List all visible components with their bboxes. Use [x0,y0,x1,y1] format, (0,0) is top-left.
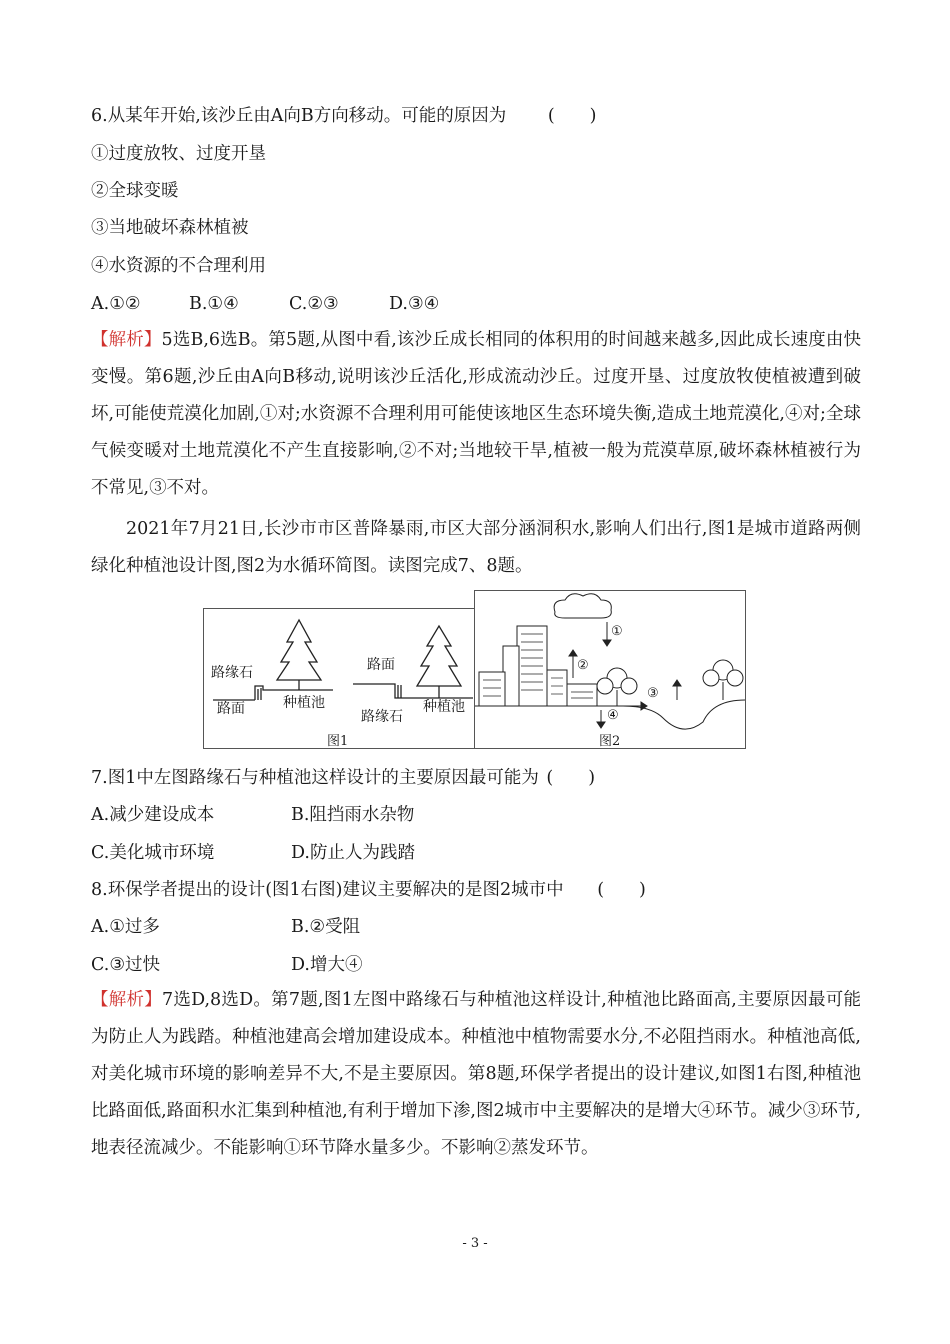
fig1-left-road-label: 路面 [217,701,245,717]
fig1-right-curb-label: 路缘石 [361,709,403,725]
figure-1-2 [203,590,747,750]
q7-stem-line [91,766,595,790]
q8-stem-line [91,878,646,902]
q8-bracket: ( ) [597,880,646,900]
q7-option-d: D.防止人为践踏 [291,843,415,863]
q7-option-b: B.阻挡雨水杂物 [291,805,415,825]
fig1-left-curb-label: 路缘石 [211,665,253,681]
q6-item-3: ③当地破坏森林植被 [91,218,249,238]
fig1-right-pool-label: 种植池 [423,699,465,715]
fig2-mark-3: ③ [647,686,659,701]
analysis-tag: 【解析】 [91,330,162,350]
q6-option-b: B.①④ [189,294,239,314]
q8-options-row-1 [91,915,360,939]
fig2-mark-2: ② [577,658,589,673]
q6-bracket: ( ) [547,106,597,126]
analysis-5-6 [91,322,861,507]
fig2-mark-1: ① [611,624,623,639]
analysis-text: 7选D,8选D。第7题,图1左图中路缘石与种植池这样设计,种植池比路面高,主要原因最可能为防止人为践踏。种植池建高会增加建设成本。种植池中植物需要水分,不必阻挡雨水。种植池高低,对美化城市环境的影响差异不大,不是主要原因。第8题,环保学者提出的设计建议,如图1右图,种植池比路面低,路面积水汇集到种植池,有利于增加下渗,图2城市中主要解决的是增大④环节。减少③环节,地表径流减少。不能影响①环节降水量多少。不影响②蒸发环节。 [91,990,861,1158]
fig2-mark-4: ④ [607,708,619,723]
q8-options-row-2 [91,953,362,977]
q8-stem: 8.环保学者提出的设计(图1右图)建议主要解决的是图2城市中 [91,880,564,900]
q6-option-a: A.①② [91,294,141,314]
analysis-tag: 【解析】 [91,990,162,1010]
q6-item-2: ②全球变暖 [91,181,179,201]
q6-stem: 6.从某年开始,该沙丘由A向B方向移动。可能的原因为 [91,106,507,126]
q7-bracket: ( ) [546,768,596,788]
analysis-text: 5选B,6选B。第5题,从图中看,该沙丘成长相同的体积用的时间越来越多,因此成长速度由快变慢。第6题,沙丘由A向B移动,说明该沙丘活化,形成流动沙丘。过度开垦、过度放牧使植被遭到破坏,可能使荒漠化加剧,①对;水资源不合理利用可能使该地区生态环境失衡,造成土地荒漠化,④对;全球气候变暖对土地荒漠化不产生直接影响,②不对;当地较干旱,植被一般为荒漠草原,破坏森林植被行为不常见,③不对。 [91,330,861,498]
q8-option-c: C.③过快 [91,955,161,975]
q6-item-1: ①过度放牧、过度开垦 [91,144,266,164]
q7-stem: 7.图1中左图路缘石与种植池这样设计的主要原因最可能为 [91,768,539,788]
q6-options [91,292,439,316]
page-number: - 3 - [462,1236,488,1251]
fig1-left-pool-label: 种植池 [283,695,325,711]
q8-option-b: B.②受阻 [291,917,361,937]
q7-option-a: A.减少建设成本 [91,805,215,825]
q6-stem-line [91,104,597,128]
q6-option-d: D.③④ [389,294,440,314]
q7-option-c: C.美化城市环境 [91,843,215,863]
analysis-7-8 [91,982,861,1167]
q6-option-c: C.②③ [289,294,339,314]
fig1-caption: 图1 [327,734,349,749]
q8-option-a: A.①过多 [91,917,160,937]
q8-option-d: D.增大④ [291,955,363,975]
fig1-right-road-label: 路面 [367,657,395,673]
fig2-caption: 图2 [599,734,621,749]
fig1-left-diagram [213,620,333,700]
q6-item-4: ④水资源的不合理利用 [91,256,266,276]
intro-paragraph: 2021年7月21日,长沙市市区普降暴雨,市区大部分涵洞积水,影响人们出行,图1是城市道路两侧绿化种植池设计图,图2为水循环简图。读图完成7、8题。 [91,519,861,576]
q7-options-row-2 [91,841,415,865]
q7-options-row-1 [91,803,414,827]
